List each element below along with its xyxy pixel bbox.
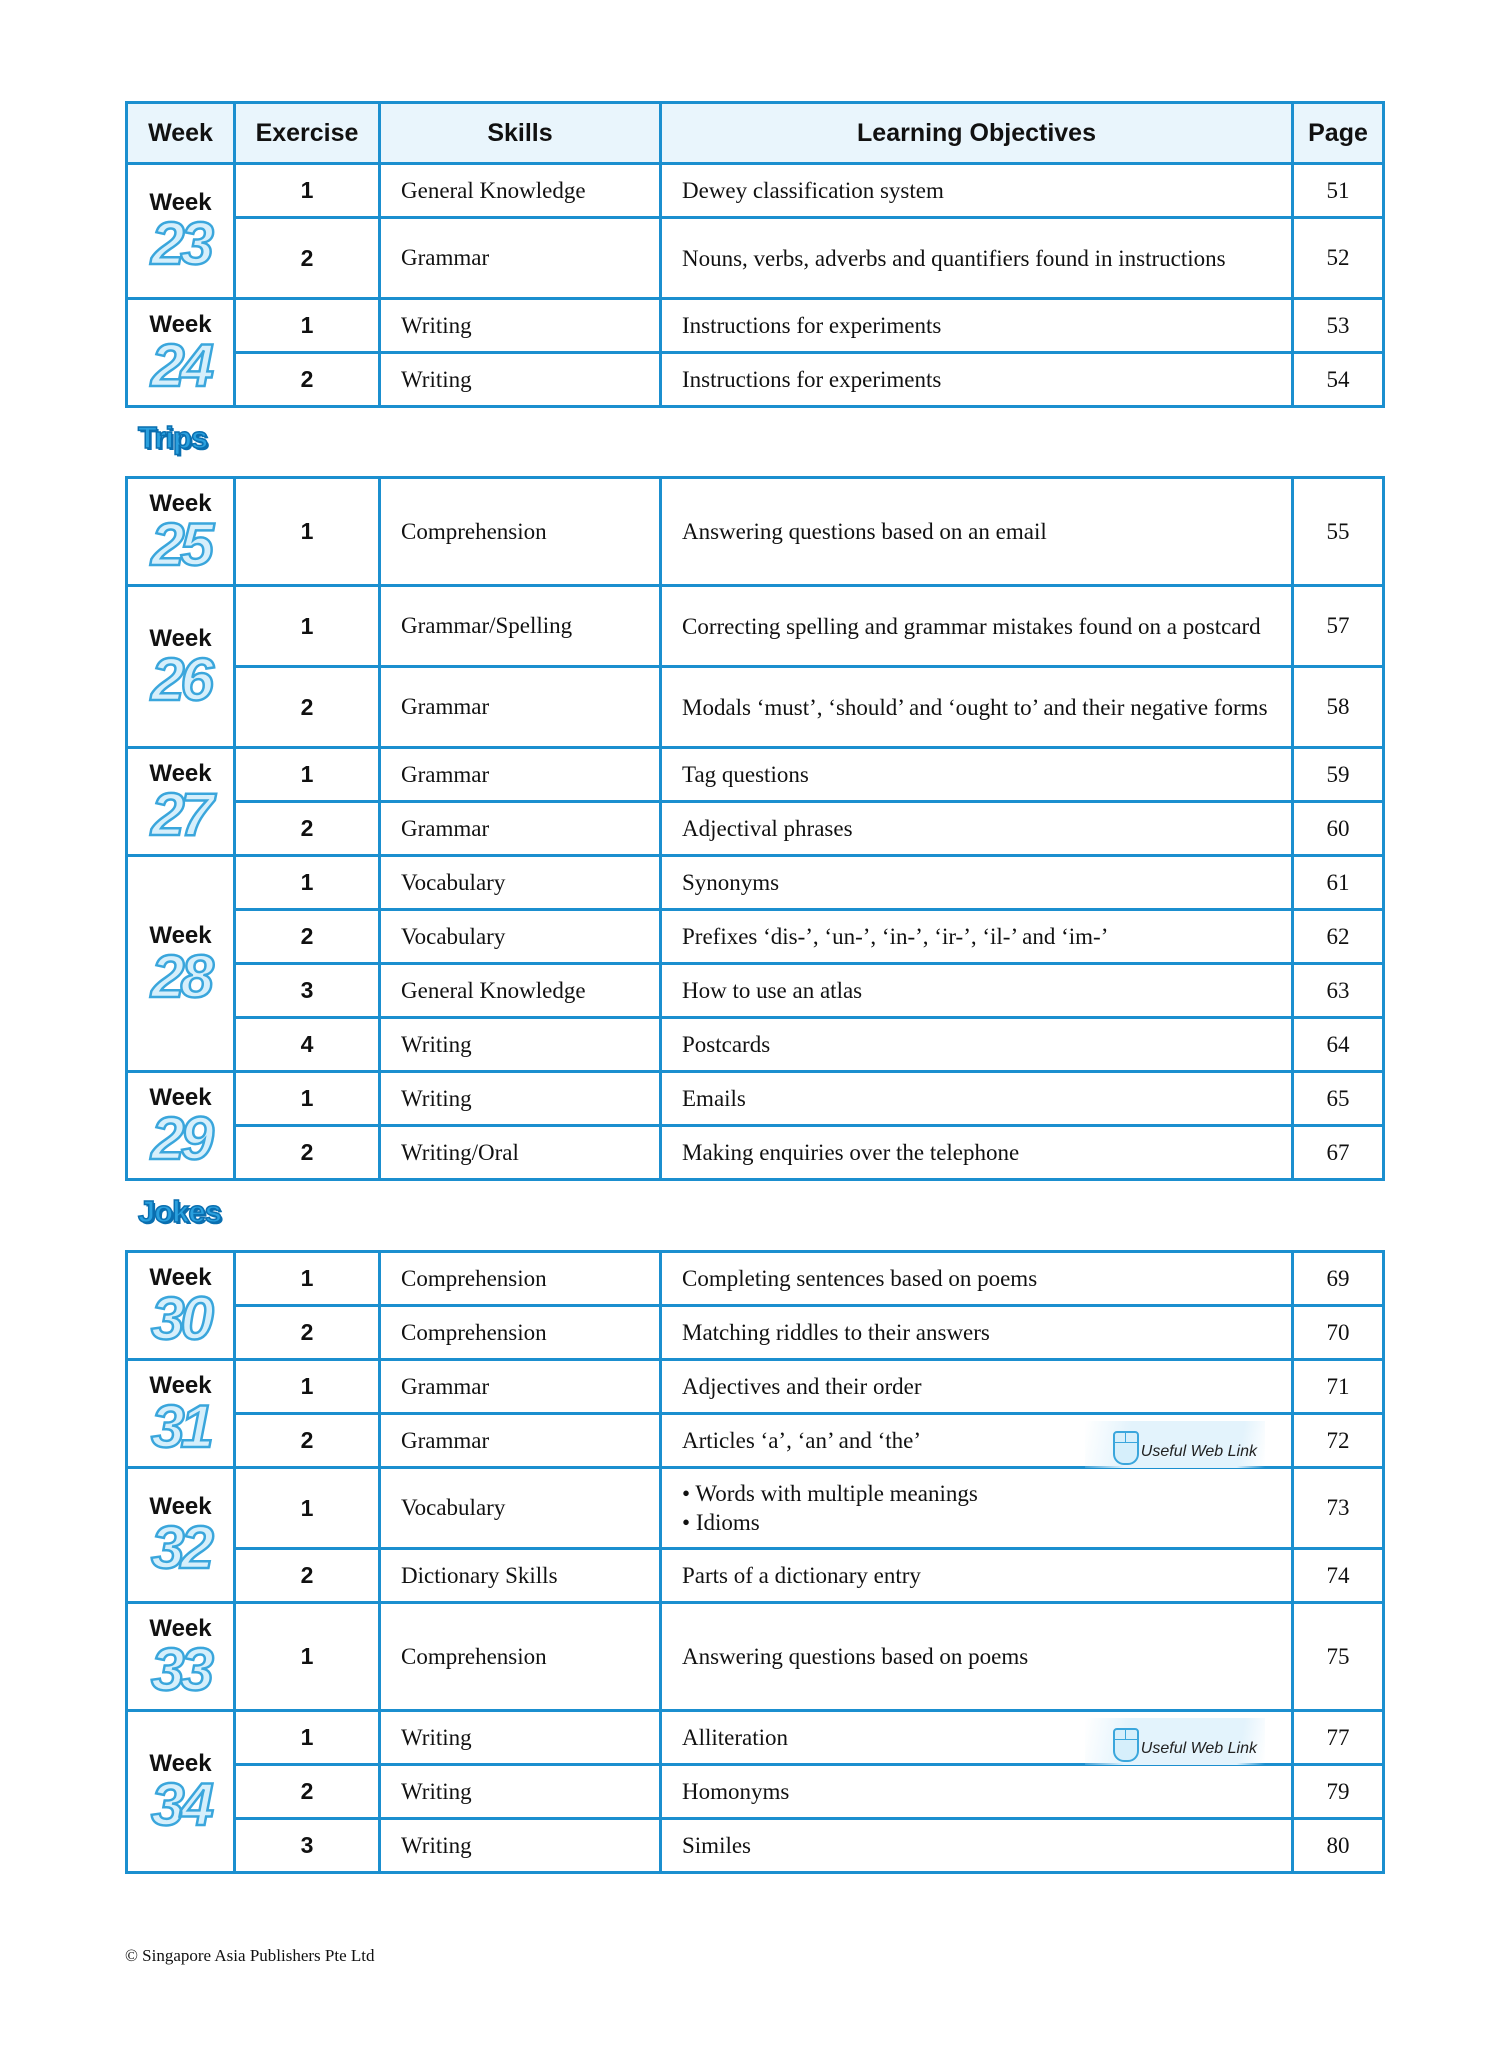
page-number: 51 — [1293, 164, 1384, 218]
table-row — [127, 910, 1384, 964]
week-label: Week — [149, 1493, 212, 1520]
week-number: 28 — [151, 942, 210, 1010]
objective-text: Adjectives and their order — [682, 1374, 922, 1399]
skill: Grammar — [380, 667, 661, 748]
learning-objective — [661, 353, 1293, 407]
objective-text: Correcting spelling and grammar mistakes found on a postcard — [682, 613, 1261, 639]
page-number: 73 — [1293, 1468, 1384, 1549]
skill: Comprehension — [380, 478, 661, 586]
learning-objective — [661, 1414, 1293, 1468]
exercise-number: 1 — [235, 1360, 380, 1414]
skill: Grammar — [380, 802, 661, 856]
skill: Comprehension — [380, 1252, 661, 1306]
exercise-number: 3 — [235, 1819, 380, 1873]
learning-objective — [661, 964, 1293, 1018]
page-number: 65 — [1293, 1072, 1384, 1126]
web-link-label: Useful Web Link — [1140, 1740, 1257, 1757]
exercise-number: 1 — [235, 1603, 380, 1711]
objective-text: Prefixes ‘dis-’, ‘un-’, ‘in-’, ‘ir-’, ‘il-’ and ‘im-’ — [682, 924, 1109, 949]
useful-web-link[interactable] — [1085, 1718, 1265, 1765]
week-label: Week — [149, 489, 212, 517]
table-row — [127, 964, 1384, 1018]
mouse-icon — [1113, 1431, 1139, 1465]
page-number: 67 — [1293, 1126, 1384, 1180]
objective-text: Completing sentences based on poems — [682, 1266, 1038, 1291]
page-number: 63 — [1293, 964, 1384, 1018]
exercise-number: 2 — [235, 802, 380, 856]
table-row — [127, 802, 1384, 856]
page-number: 80 — [1293, 1819, 1384, 1873]
skill: Writing — [380, 1819, 661, 1873]
exercise-number: 3 — [235, 964, 380, 1018]
objective-text: Making enquiries over the telephone — [682, 1140, 1020, 1165]
week-number: 27 — [151, 780, 210, 848]
objective-text: Emails — [682, 1086, 746, 1111]
useful-web-link[interactable] — [1085, 1421, 1265, 1468]
objective-bullet-text: Words with multiple meanings — [695, 1481, 978, 1506]
mouse-icon — [1113, 1728, 1139, 1762]
learning-objective — [661, 802, 1293, 856]
exercise-number: 1 — [235, 856, 380, 910]
week-label: Week — [149, 189, 212, 216]
skill: Grammar — [380, 1414, 661, 1468]
table-row — [127, 353, 1384, 407]
week-number: 30 — [151, 1284, 210, 1352]
objective-text: Adjectival phrases — [682, 816, 853, 841]
week-label: Week — [149, 921, 212, 949]
contents-table — [125, 1250, 1385, 1874]
header-week: Week — [127, 103, 235, 164]
skill: Writing/Oral — [380, 1126, 661, 1180]
objective-text: Articles ‘a’, ‘an’ and ‘the’ — [682, 1428, 922, 1453]
learning-objective — [661, 164, 1293, 218]
objective-text: Nouns, verbs, adverbs and quantifiers found in instructions — [682, 245, 1226, 271]
week-number: 32 — [151, 1514, 210, 1581]
objective-text: Parts of a dictionary entry — [682, 1563, 921, 1588]
exercise-number: 2 — [235, 910, 380, 964]
learning-objective — [661, 1765, 1293, 1819]
copyright-footer: © Singapore Asia Publishers Pte Ltd — [125, 1946, 375, 1965]
objective-text: Matching riddles to their answers — [682, 1320, 990, 1345]
learning-objective — [661, 586, 1293, 667]
exercise-number: 4 — [235, 1018, 380, 1072]
header-objectives: Learning Objectives — [661, 103, 1293, 164]
learning-objective — [661, 1018, 1293, 1072]
exercise-number: 1 — [235, 1468, 380, 1549]
week-cell — [127, 1603, 235, 1711]
week-number: 26 — [151, 645, 210, 713]
skill: Vocabulary — [380, 1468, 661, 1549]
skill: Grammar — [380, 218, 661, 299]
learning-objective — [661, 1549, 1293, 1603]
page-number: 60 — [1293, 802, 1384, 856]
learning-objective — [661, 1126, 1293, 1180]
skill: Writing — [380, 1018, 661, 1072]
table-row — [127, 299, 1384, 353]
web-link-label: Useful Web Link — [1140, 1443, 1257, 1460]
week-label: Week — [149, 759, 212, 787]
week-number: 33 — [151, 1635, 210, 1703]
learning-objective — [661, 667, 1293, 748]
objective-text: Synonyms — [682, 870, 780, 895]
learning-objective — [661, 1360, 1293, 1414]
skill: Grammar/Spelling — [380, 586, 661, 667]
objective-text: Modals ‘must’, ‘should’ and ‘ought to’ and their negative forms — [682, 694, 1268, 720]
exercise-number: 1 — [235, 478, 380, 586]
table-row — [127, 1018, 1384, 1072]
table-row — [127, 1549, 1384, 1603]
skill: Writing — [380, 1072, 661, 1126]
learning-objective — [661, 299, 1293, 353]
table-row — [127, 667, 1384, 748]
skill: General Knowledge — [380, 964, 661, 1018]
table-row — [127, 1765, 1384, 1819]
week-cell — [127, 478, 235, 586]
week-number: 31 — [151, 1392, 210, 1460]
week-cell — [127, 748, 235, 856]
table-row — [127, 1603, 1384, 1711]
objective-text: Answering questions based on an email — [682, 519, 1047, 544]
learning-objective — [661, 1072, 1293, 1126]
objective-text: Similes — [682, 1833, 752, 1858]
table-row — [127, 218, 1384, 299]
exercise-number: 2 — [235, 218, 380, 299]
table-row — [127, 1711, 1384, 1765]
skill: Vocabulary — [380, 856, 661, 910]
objective-text: Instructions for experiments — [682, 313, 942, 338]
week-label: Week — [149, 1614, 212, 1642]
skill: Grammar — [380, 748, 661, 802]
page-number: 61 — [1293, 856, 1384, 910]
table-row — [127, 478, 1384, 586]
skill: Grammar — [380, 1360, 661, 1414]
exercise-number: 1 — [235, 164, 380, 218]
week-cell — [127, 164, 235, 299]
week-label: Week — [149, 1749, 212, 1777]
week-cell — [127, 299, 235, 407]
page-number: 70 — [1293, 1306, 1384, 1360]
week-cell — [127, 1252, 235, 1360]
objective-text: Homonyms — [682, 1779, 790, 1804]
learning-objective — [661, 478, 1293, 586]
skill: Comprehension — [380, 1603, 661, 1711]
week-cell — [127, 1360, 235, 1468]
week-label: Week — [149, 1083, 212, 1111]
page-number: 74 — [1293, 1549, 1384, 1603]
contents-table — [125, 476, 1385, 1181]
exercise-number: 1 — [235, 299, 380, 353]
page-number: 69 — [1293, 1252, 1384, 1306]
week-label: Week — [149, 310, 212, 338]
table-row — [127, 856, 1384, 910]
header-page: Page — [1293, 103, 1384, 164]
page-number: 55 — [1293, 478, 1384, 586]
learning-objective — [661, 1711, 1293, 1765]
table-row — [127, 164, 1384, 218]
page-number: 54 — [1293, 353, 1384, 407]
learning-objective — [661, 1603, 1293, 1711]
table-row — [127, 1126, 1384, 1180]
skill: Writing — [380, 1711, 661, 1765]
table-row — [127, 1819, 1384, 1873]
objective-text: Alliteration — [682, 1725, 789, 1750]
learning-objective — [661, 1819, 1293, 1873]
page-number: 64 — [1293, 1018, 1384, 1072]
exercise-number: 2 — [235, 1549, 380, 1603]
week-number: 29 — [151, 1104, 210, 1172]
page-number: 58 — [1293, 667, 1384, 748]
skill: Writing — [380, 1765, 661, 1819]
section-title-jokes: Jokes — [138, 1194, 221, 1229]
exercise-number: 2 — [235, 353, 380, 407]
page-number: 77 — [1293, 1711, 1384, 1765]
objective-text: Tag questions — [682, 762, 809, 787]
table-row — [127, 1252, 1384, 1306]
learning-objective — [661, 748, 1293, 802]
contents-table — [125, 101, 1385, 408]
table-row — [127, 1072, 1384, 1126]
table-row — [127, 1414, 1384, 1468]
page-number: 62 — [1293, 910, 1384, 964]
page-number: 52 — [1293, 218, 1384, 299]
page-number: 53 — [1293, 299, 1384, 353]
header-skills: Skills — [380, 103, 661, 164]
objective-text: How to use an atlas — [682, 978, 863, 1003]
objective-bullet: • Words with multiple meanings — [682, 1481, 978, 1506]
week-label: Week — [149, 1263, 212, 1291]
objective-bullet-text: Idioms — [695, 1510, 760, 1535]
week-number: 34 — [151, 1770, 210, 1838]
learning-objective — [661, 1252, 1293, 1306]
skill: Writing — [380, 299, 661, 353]
table-row — [127, 1468, 1384, 1549]
exercise-number: 2 — [235, 1126, 380, 1180]
objective-text: Dewey classification system — [682, 178, 944, 203]
exercise-number: 2 — [235, 667, 380, 748]
exercise-number: 2 — [235, 1306, 380, 1360]
week-label: Week — [149, 624, 212, 652]
page-number: 79 — [1293, 1765, 1384, 1819]
skill: General Knowledge — [380, 164, 661, 218]
skill: Writing — [380, 353, 661, 407]
week-cell — [127, 1072, 235, 1180]
exercise-number: 1 — [235, 586, 380, 667]
exercise-number: 1 — [235, 1072, 380, 1126]
page-number: 71 — [1293, 1360, 1384, 1414]
week-cell — [127, 1711, 235, 1873]
page-number: 75 — [1293, 1603, 1384, 1711]
exercise-number: 2 — [235, 1414, 380, 1468]
table-row — [127, 586, 1384, 667]
week-cell — [127, 856, 235, 1072]
week-number: 24 — [151, 331, 210, 399]
learning-objective — [661, 910, 1293, 964]
objective-text: Postcards — [682, 1032, 771, 1057]
exercise-number: 2 — [235, 1765, 380, 1819]
skill: Comprehension — [380, 1306, 661, 1360]
page-number: 59 — [1293, 748, 1384, 802]
week-label: Week — [149, 1371, 212, 1399]
week-cell — [127, 1468, 235, 1603]
objective-bullet: • Idioms — [682, 1510, 760, 1535]
week-cell — [127, 586, 235, 748]
week-number: 25 — [151, 510, 210, 578]
table-row — [127, 1306, 1384, 1360]
skill: Vocabulary — [380, 910, 661, 964]
section-title-trips: Trips — [138, 420, 208, 455]
page-number: 72 — [1293, 1414, 1384, 1468]
learning-objective — [661, 218, 1293, 299]
exercise-number: 1 — [235, 1711, 380, 1765]
learning-objective — [661, 856, 1293, 910]
header-exercise: Exercise — [235, 103, 380, 164]
learning-objective — [661, 1468, 1293, 1549]
header-row — [127, 103, 1384, 164]
skill: Dictionary Skills — [380, 1549, 661, 1603]
page-number: 57 — [1293, 586, 1384, 667]
objective-text: Instructions for experiments — [682, 367, 942, 392]
objective-text: Answering questions based on poems — [682, 1644, 1029, 1669]
exercise-number: 1 — [235, 748, 380, 802]
table-row — [127, 748, 1384, 802]
exercise-number: 1 — [235, 1252, 380, 1306]
table-row — [127, 1360, 1384, 1414]
learning-objective — [661, 1306, 1293, 1360]
week-number: 23 — [151, 210, 210, 277]
